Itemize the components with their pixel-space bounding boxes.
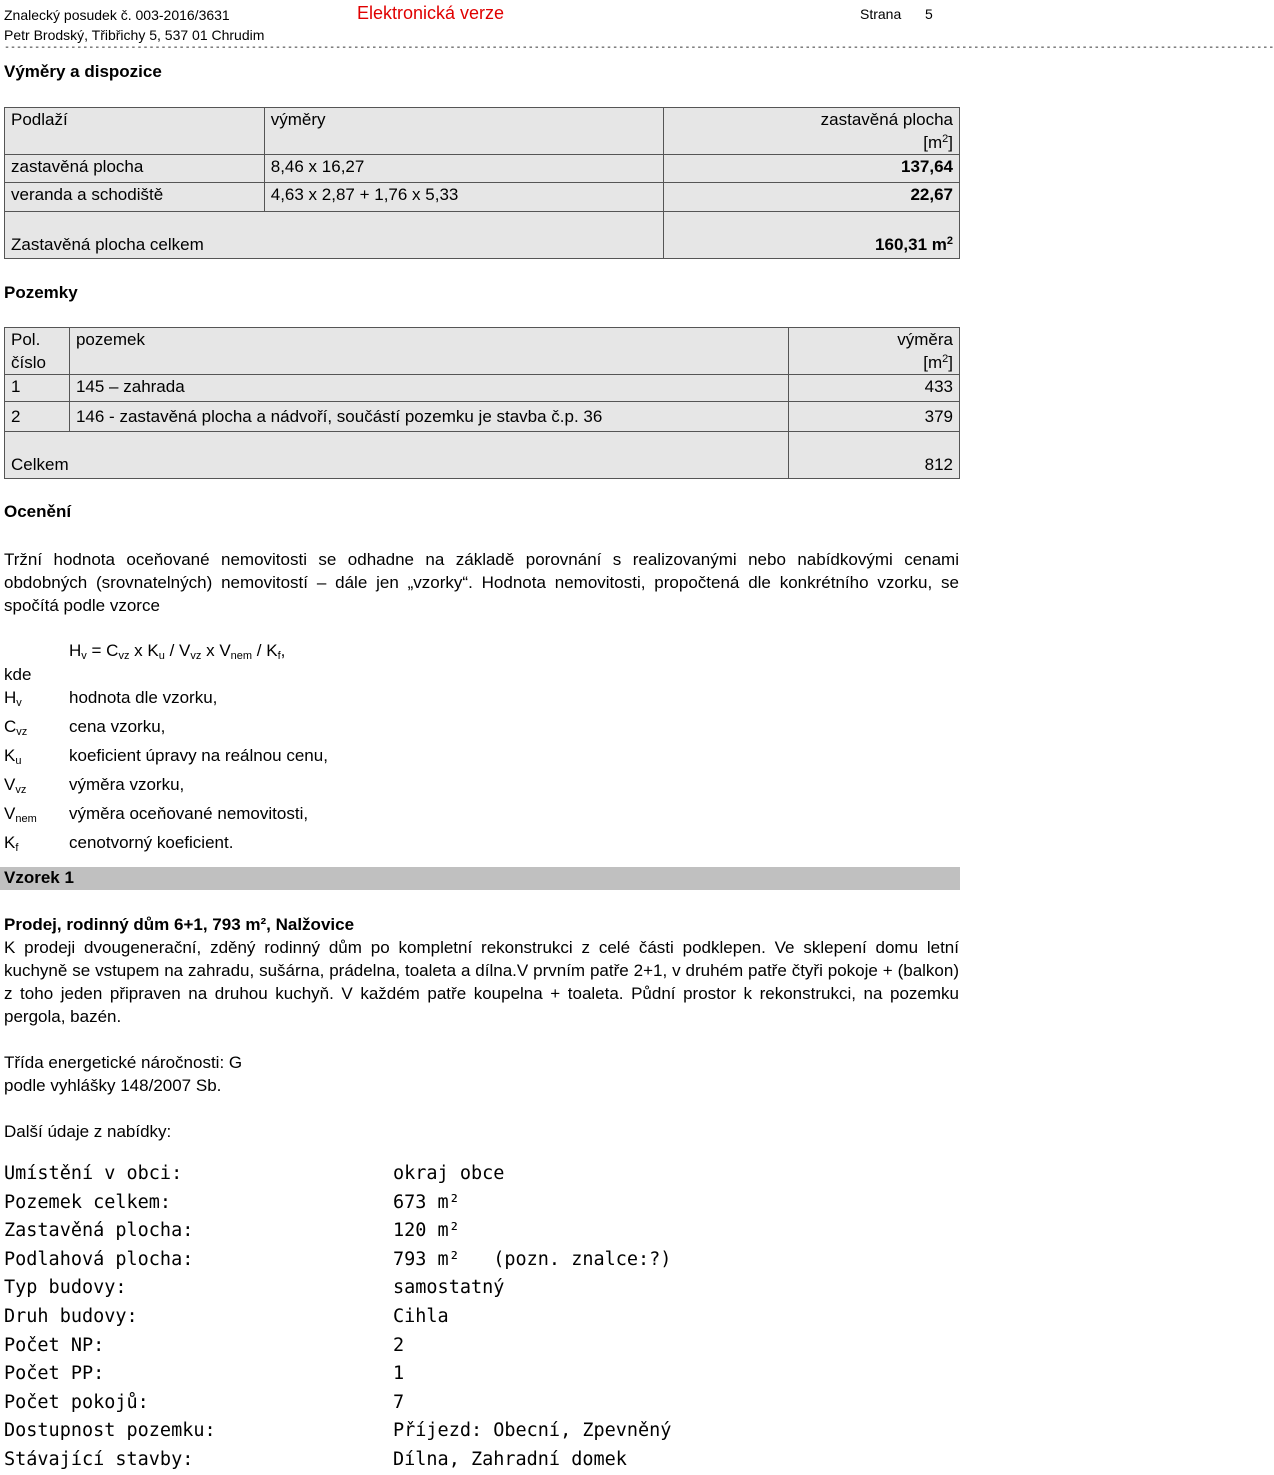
unit-close: ] [948, 353, 953, 372]
header-vymery: výměry [264, 108, 664, 155]
page-label: Strana [860, 6, 902, 22]
unit-sup: 2 [942, 353, 949, 365]
table-row [5, 155, 960, 183]
formula-x2: x V [201, 641, 231, 660]
sample-band [0, 867, 960, 890]
total-label: Celkem [5, 432, 789, 479]
symbol: V [4, 804, 16, 823]
header-rule: ------------------------------------------------------------------------------------------------------------------------------------------------------------------------------------------------------------------- [4, 42, 1274, 53]
formula-vn-sub: nem [230, 650, 253, 662]
detail-label: Podlahová plocha: [4, 1248, 194, 1270]
valuation-intro: Tržní hodnota oceňované nemovitosti se odhadne na základě porovnání s realizovanými nebo nabídkovými cenami obdobných (srovnatelných) nemovitostí – dále jen „vzorky“. Hodnota nemovitosti, propočtená dle konkrétního vzorku, se spočítá podle vzorce [4, 550, 959, 615]
detail-value: samostatný [393, 1277, 505, 1299]
row-name: zastavěná plocha [5, 155, 265, 183]
row-value: 433 [789, 375, 960, 402]
section-heading-oceneni: Ocenění [4, 502, 72, 521]
header-pozemek: pozemek [69, 328, 788, 375]
row-dims: 4,63 x 2,87 + 1,76 x 5,33 [264, 183, 664, 212]
legend-row [4, 744, 328, 773]
legend-row [4, 773, 328, 802]
energy-class-line: Třída energetické náročnosti: G [4, 1053, 243, 1072]
detail-value: 120 m² [393, 1220, 460, 1242]
detail-value: Dílna, Zahradní domek [393, 1449, 627, 1470]
more-info-label: Další údaje z nabídky: [4, 1122, 172, 1141]
row-no: 1 [5, 375, 70, 402]
author-address: Petr Brodský, Třibřichy 5, 537 01 Chrudim [4, 27, 265, 43]
table-row [5, 375, 960, 402]
symbol: H [4, 688, 17, 707]
total-value: 812 [789, 432, 960, 479]
legend-desc: výměra vzorku, [69, 775, 185, 794]
formula-x1: x K [129, 641, 159, 660]
unit-open: [m [923, 133, 943, 152]
detail-label: Počet pokojů: [4, 1391, 149, 1413]
energy-regulation-line: podle vyhlášky 148/2007 Sb. [4, 1076, 222, 1095]
formula-v-sub: vz [190, 650, 202, 662]
total-value-number: 160,31 m [875, 235, 947, 254]
legend-desc: cena vzorku, [69, 717, 166, 736]
land-table [4, 327, 960, 479]
detail-value: 673 m² [393, 1191, 460, 1213]
legend-row [4, 715, 328, 744]
legend-desc: výměra oceňované nemovitosti, [69, 804, 309, 823]
row-name: veranda a schodiště [5, 183, 265, 212]
kde-label: kde [4, 665, 32, 684]
formula-k-sub: u [158, 650, 165, 662]
legend-row [4, 686, 328, 715]
unit-sup: 2 [942, 133, 949, 145]
total-unit-sup: 2 [946, 235, 953, 247]
header-podlazi: Podlaží [5, 108, 265, 155]
legend-symbol [4, 715, 69, 744]
row-dims: 8,46 x 16,27 [264, 155, 664, 183]
total-value [664, 212, 960, 259]
formula-div2: / K [252, 641, 278, 660]
detail-value: 793 m² (pozn. znalce:?) [393, 1248, 672, 1270]
legend-symbol [4, 744, 69, 773]
row-value: 22,67 [664, 183, 960, 212]
row-value: 137,64 [664, 155, 960, 183]
legend-row [4, 831, 328, 860]
detail-label: Počet NP: [4, 1334, 105, 1356]
detail-value: 1 [393, 1363, 405, 1385]
symbol: K [4, 746, 16, 765]
detail-value: okraj obce [393, 1163, 505, 1184]
legend-desc: koeficient úpravy na reálnou cenu, [69, 746, 328, 765]
detail-value: 7 [393, 1391, 405, 1413]
formula-end: , [280, 641, 286, 660]
legend-symbol [4, 686, 69, 715]
detail-label: Pozemek celkem: [4, 1191, 172, 1213]
table-total-row [5, 212, 960, 259]
symbol-sub: vz [16, 726, 28, 738]
formula-kf-sub: f [277, 650, 281, 662]
detail-value: Příjezd: Obecní, Zpevněný [393, 1420, 672, 1442]
detail-label: Stávající stavby: [4, 1449, 194, 1470]
detail-label: Dostupnost pozemku: [4, 1420, 216, 1442]
legend-desc: hodnota dle vzorku, [69, 688, 218, 707]
formula-c-sub: vz [118, 650, 130, 662]
symbol-sub: f [15, 842, 19, 854]
symbol: C [4, 717, 17, 736]
symbol: K [4, 833, 16, 852]
legend-symbol [4, 831, 69, 860]
areas-table [4, 107, 960, 259]
variable-legend [4, 686, 328, 860]
detail-label: Umístění v obci: [4, 1163, 183, 1184]
formula-div: / V [164, 641, 191, 660]
total-label: Zastavěná plocha celkem [5, 212, 664, 259]
row-name: 146 - zastavěná plocha a nádvoří, součástí pozemku je stavba č.p. 36 [69, 402, 788, 432]
header-cislo: číslo [11, 353, 46, 372]
sample-band-title: Vzorek 1 [4, 868, 74, 887]
page-indicator [860, 6, 933, 22]
unit-open: [m [923, 353, 943, 372]
row-name: 145 – zahrada [69, 375, 788, 402]
detail-label: Typ budovy: [4, 1277, 127, 1299]
document-header [4, 5, 264, 45]
detail-label: Zastavěná plocha: [4, 1220, 194, 1242]
header-zastavena-plocha-label: zastavěná plocha [820, 110, 953, 129]
formula-h-sub: v [81, 650, 87, 662]
section-heading-vymery: Výměry a dispozice [4, 62, 162, 81]
symbol-sub: u [15, 755, 22, 767]
formula-eq: = C [86, 641, 119, 660]
unit-close: ] [948, 133, 953, 152]
detail-label: Druh budovy: [4, 1306, 138, 1327]
symbol-sub: nem [15, 813, 37, 825]
sample-description: K prodeji dvougenerační, zděný rodinný dům po kompletní rekonstrukci z celé části podklepen. Ve sklepení domu letní kuchyně se vstupem na zahradu, sušárna, prádelna, toaleta a dílna.V prvním patře 2+1, v druhém patře čtyři pokoje + (balkon) z toho jeden připraven na druhou kuchyň. V každém patře koupelna + toaleta. Půdní prostor k rekonstrukci, na pozemku pergola, bazén. [4, 938, 959, 1026]
detail-value: Cihla [393, 1306, 449, 1327]
detail-value: 2 [393, 1334, 405, 1356]
table-row [5, 183, 960, 212]
symbol-sub: v [16, 697, 22, 709]
row-value: 379 [789, 402, 960, 432]
valuation-formula [69, 639, 285, 668]
table-header-row [5, 328, 960, 375]
legend-desc: cenotvorný koeficient. [69, 833, 234, 852]
symbol-sub: vz [15, 784, 27, 796]
formula-h: H [69, 641, 82, 660]
legend-row [4, 802, 328, 831]
legend-symbol [4, 773, 69, 802]
energy-class [4, 1051, 242, 1097]
header-vymera-label: výměra [897, 330, 953, 349]
header-pol-cislo [5, 328, 70, 375]
symbol: V [4, 775, 16, 794]
table-total-row [5, 432, 960, 479]
table-header-row [5, 108, 960, 155]
sample-title: Prodej, rodinný dům 6+1, 793 m², Nalžovice [4, 915, 355, 934]
header-pol: Pol. [11, 330, 41, 349]
detail-label: Počet PP: [4, 1363, 105, 1385]
legend-symbol [4, 802, 69, 831]
page-number: 5 [925, 6, 933, 22]
row-no: 2 [5, 402, 70, 432]
table-row [5, 402, 960, 432]
header-zastavena-plocha [664, 108, 960, 155]
section-heading-pozemky: Pozemky [4, 283, 78, 302]
version-label: Elektronická verze [357, 3, 505, 23]
header-vymera [789, 328, 960, 375]
document-number: Znalecký posudek č. 003-2016/3631 [4, 7, 230, 23]
